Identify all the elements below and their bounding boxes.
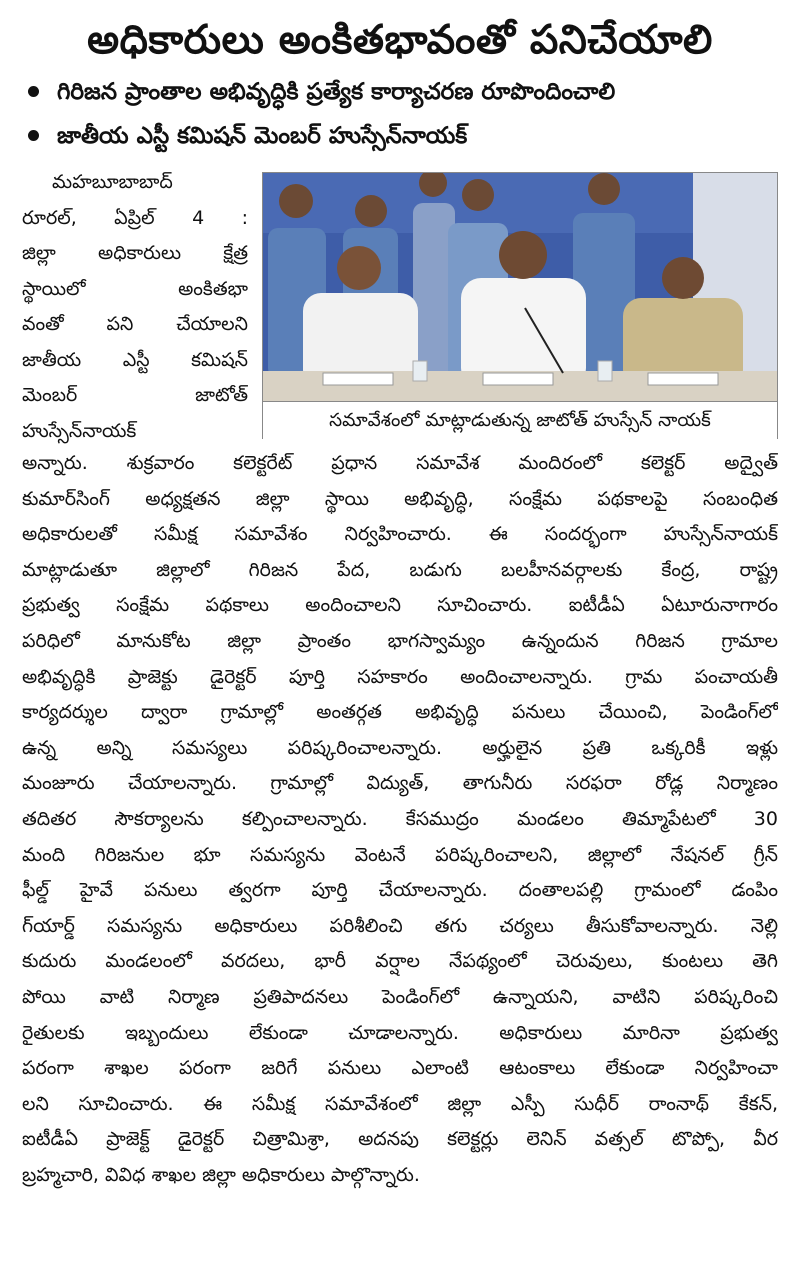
body-line: తదితర సౌకర్యాలను కల్పించాలన్నారు. కేసముద్రం మండలం తిమ్మాపేటలో 30 — [22, 807, 778, 830]
intro-line: జాతీయ ఎస్టీ కమిషన్ — [22, 348, 248, 371]
intro-line: వంతో పని చేయాలని — [22, 313, 248, 335]
subhead-1 — [28, 72, 615, 112]
body-line: అధికారులతో సమీక్ష సమావేశం నిర్వహించారు. ఈ సందర్భంగా హుస్సేన్‌నాయక్ — [22, 523, 778, 546]
bullet-icon — [28, 130, 39, 141]
article-body — [22, 446, 778, 1193]
intro-line: జిల్లా అధికారులు క్షేత్ర — [22, 242, 248, 264]
subhead-2-text: జాతీయ ఎస్టీ కమిషన్ మెంబర్ హుస్సేన్‌నాయక్ — [57, 123, 468, 149]
intro-line: మెంబర్ జాటోత్ — [22, 384, 248, 406]
body-line: మంజూరు చేయాలన్నారు. గ్రామాల్లో విద్యుత్, తాగునీరు సరఫరా రోడ్ల నిర్మాణం — [22, 772, 778, 795]
body-line: పోయి వాటి నిర్మాణ ప్రతిపాదనలు పెండింగ్‌లో ఉన్నాయని, వాటిని పరిష్కరించి — [22, 985, 778, 1008]
body-line: మంది గిరిజనుల భూ సమస్యను వెంటనే పరిష్కరించాలని, జిల్లాలో నేషనల్ గ్రీన్ — [22, 843, 778, 866]
body-line: పరంగా శాఖల పరంగా జరిగే పనులు ఎలాంటి ఆటంకాలు లేకుండా నిర్వహించా — [22, 1057, 778, 1080]
intro-line: స్థాయిలో అంకితభా — [22, 277, 248, 300]
body-line: అభివృద్ధికి ప్రాజెక్టు డైరెక్టర్ పూర్తి సహకారం అందించాలన్నారు. గ్రామ పంచాయతీ — [22, 665, 778, 688]
photo-caption: సమావేశంలో మాట్లాడుతున్న జాటోత్ హుస్సేన్ నాయక్ — [263, 401, 777, 439]
body-line: మాట్లాడుతూ జిల్లాలో గిరిజన పేద, బడుగు బలహీనవర్గాలకు కేంద్ర, రాష్ట్ర — [22, 558, 778, 581]
body-line: ఉన్న అన్ని సమస్యలు పరిష్కరించాలన్నారు. అర్హులైన ప్రతి ఒక్కరికీ ఇళ్లు — [22, 736, 778, 759]
body-line: రైతులకు ఇబ్బందులు లేకుండా చూడాలన్నారు. అధికారులు మారినా ప్రభుత్వ — [22, 1021, 778, 1044]
photo-frame — [262, 172, 778, 439]
intro-column — [22, 165, 248, 449]
headline: అధికారులు అంకితభావంతో పనిచేయాలి — [87, 17, 713, 63]
bullet-icon — [28, 86, 39, 97]
body-line: బ్రహ్మచారి, వివిధ శాఖల జిల్లా అధికారులు పాల్గొన్నారు. — [22, 1163, 420, 1186]
body-line: గ్‌యార్డ్ సమస్యను అధికారులు పరిశీలించి తగు చర్యలు తీసుకోవాలన్నారు. నెల్లి — [22, 914, 778, 937]
body-line: కార్యదర్శుల ద్వారా గ్రామాల్లో అంతర్గత అభివృద్ధి పనులు చేయించి, పెండింగ్‌లో — [22, 701, 778, 724]
meeting-photo — [263, 173, 777, 401]
body-line: ఐటీడీఏ ప్రాజెక్ట్ డైరెక్టర్ చిత్రామిశ్రా, అదనపు కలెక్టర్లు లెనిన్ వత్సల్ టొప్పో, వీర — [22, 1128, 778, 1151]
body-line: కుదురు మండలంలో వరదలు, భారీ వర్షాల నేపథ్యంలో చెరువులు, కుంటలు తెగి — [22, 950, 778, 973]
body-line: కుమార్‌సింగ్ అధ్యక్షతన జిల్లా స్థాయి అభివృద్ధి, సంక్షేమ పథకాలపై సంబంధిత — [22, 487, 778, 510]
body-line: ఫీల్డ్ హైవే పనులు త్వరగా పూర్తి చేయాలన్నారు. దంతాలపల్లి గ్రామంలో డంపిం — [22, 879, 778, 902]
body-line: పరిధిలో మానుకోట జిల్లా ప్రాంతం భాగస్వామ్యం ఉన్నందున గిరిజన గ్రామాల — [22, 629, 778, 652]
body-line: లని సూచించారు. ఈ సమీక్ష సమావేశంలో జిల్లా ఎస్పీ సుధీర్ రాంనాథ్ కేకన్, — [22, 1092, 778, 1115]
body-line: ప్రభుత్వ సంక్షేమ పథకాలు అందించాలని సూచించారు. ఐటీడీఏ ఏటూరునాగారం — [22, 594, 778, 617]
intro-line: హుస్సేన్‌నాయక్ — [22, 419, 137, 442]
intro-line: మహబూబాబాద్ — [52, 171, 173, 193]
subhead-2 — [28, 116, 467, 156]
intro-line: రూరల్, ఏప్రిల్ 4 : — [22, 206, 248, 229]
meeting-photo-illustration — [263, 173, 777, 401]
subhead-1-text: గిరిజన ప్రాంతాల అభివృద్ధికి ప్రత్యేక కార్యాచరణ రూపొందించాలి — [57, 79, 616, 105]
body-line: అన్నారు. శుక్రవారం కలెక్టరేట్ ప్రధాన సమావేశ మందిరంలో కలెక్టర్ అద్వైత్ — [22, 452, 778, 474]
